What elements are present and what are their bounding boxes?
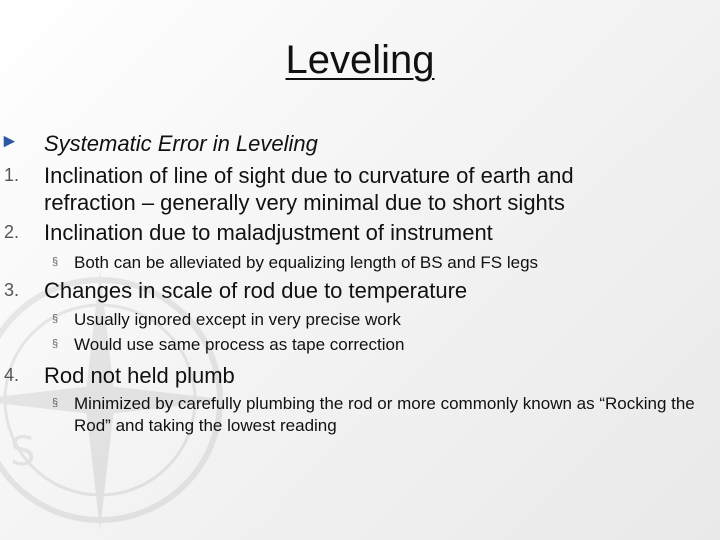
slide-title: Leveling bbox=[285, 38, 435, 82]
item-text-line-1: Inclination of line of sight due to curvature of earth and bbox=[44, 163, 574, 188]
item-number: 1. bbox=[4, 165, 20, 185]
sub-item-text: Would use same process as tape correction bbox=[74, 335, 405, 354]
item-text: Inclination due to maladjustment of instrument bbox=[44, 220, 493, 245]
square-bullet-icon: § bbox=[52, 313, 59, 325]
square-bullet-icon: § bbox=[52, 338, 59, 350]
item-text: Rod not held plumb bbox=[44, 363, 235, 388]
square-bullet-icon: § bbox=[52, 397, 59, 409]
sub-item-text: Usually ignored except in very precise work bbox=[74, 310, 401, 329]
arrow-bullet-icon: ► bbox=[0, 131, 19, 152]
square-bullet-icon: § bbox=[52, 256, 59, 268]
item-text-line-2: refraction – generally very minimal due to short sights bbox=[44, 190, 565, 215]
section-heading-text: Systematic Error in Leveling bbox=[44, 131, 318, 156]
sub-item-text: Minimized by carefully plumbing the rod or more commonly known as “Rocking the Rod” and taking the lowest reading bbox=[74, 394, 695, 435]
item-number: 2. bbox=[4, 222, 20, 242]
item-number: 4. bbox=[4, 365, 20, 385]
svg-text:S: S bbox=[10, 429, 36, 475]
item-text: Changes in scale of rod due to temperature bbox=[44, 278, 468, 303]
item-number: 3. bbox=[4, 280, 20, 300]
sub-item-text: Both can be alleviated by equalizing length of BS and FS legs bbox=[74, 253, 539, 272]
